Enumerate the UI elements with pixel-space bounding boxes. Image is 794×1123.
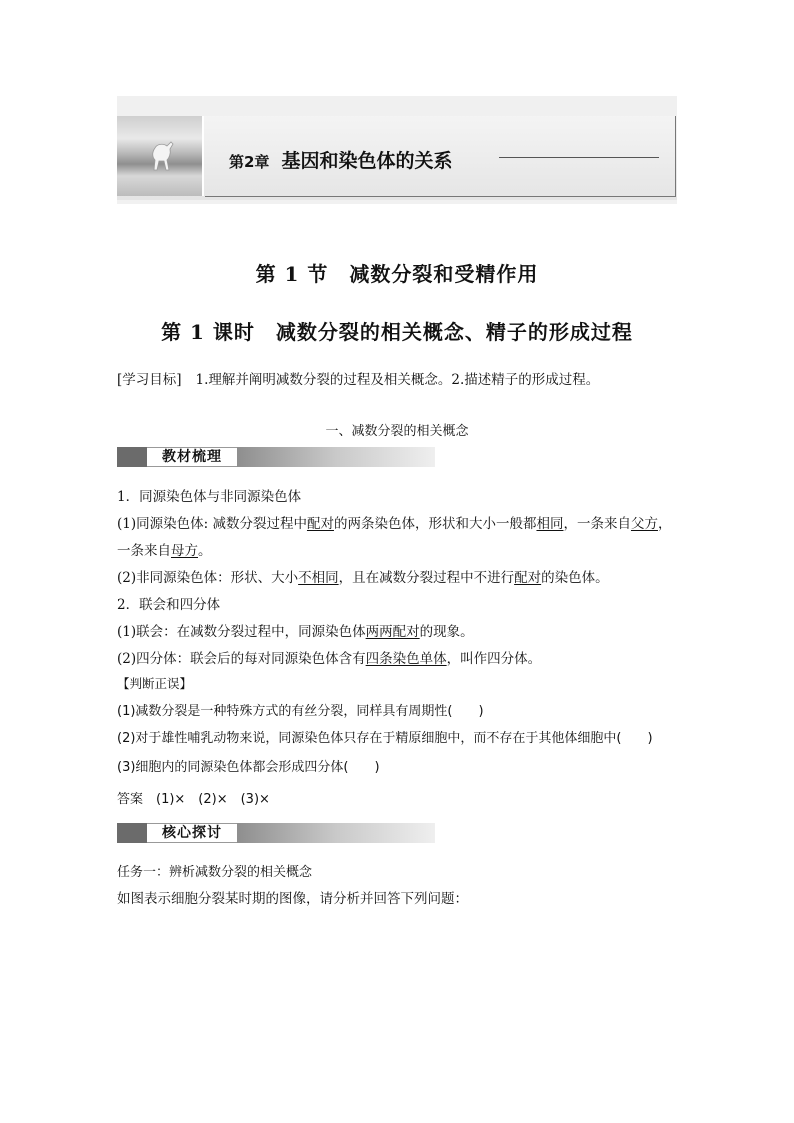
blank-answer: 父方: [630, 516, 658, 532]
item-heading: 2．联会和四分体: [117, 597, 221, 613]
bar-label: 核心探讨: [147, 823, 237, 843]
answer-line: 答案 (1)× (2)× (3)×: [117, 792, 270, 807]
banner-bottom-strip: [117, 200, 677, 204]
blank-answer: 母方: [171, 543, 198, 559]
chapter-number: 第2章: [229, 153, 270, 171]
chapter-title: 基因和染色体的关系: [281, 150, 453, 172]
blank-answer: 两两配对: [365, 624, 420, 640]
definition-homologous-cont: 一条来自母方。: [117, 543, 212, 559]
blank-answer: 配对: [306, 516, 334, 532]
item-heading: 1．同源染色体与非同源染色体: [117, 489, 302, 505]
chapter-banner: [117, 96, 677, 204]
section-bar-core: [117, 823, 435, 843]
judge-item: (3)细胞内的同源染色体都会形成四分体( ): [117, 760, 380, 775]
task-heading: 任务一：辨析减数分裂的相关概念: [117, 865, 313, 880]
judge-item: (1)减数分裂是一种特殊方式的有丝分裂，同样具有周期性( ): [117, 704, 484, 719]
definition-tetrad: (2)四分体：联会后的每对同源染色体含有四条染色单体，叫作四分体。: [117, 651, 542, 667]
objectives-text: 1.理解并阐明减数分裂的过程及相关概念。2.描述精子的形成过程。: [195, 372, 600, 388]
blank-answer: 四条染色单体: [365, 651, 447, 667]
lesson-title: 第 1 课时 减数分裂的相关概念、精子的形成过程: [161, 320, 633, 344]
definition-nonhomologous: (2)非同源染色体：形状、大小不相同，且在减数分裂过程中不进行配对的染色体。: [117, 570, 609, 586]
horse-icon: [147, 138, 177, 172]
part-title: 一、减数分裂的相关概念: [325, 424, 469, 439]
blank-answer: 相同: [536, 516, 564, 532]
banner-rule: [499, 157, 659, 158]
learning-objectives: [117, 368, 599, 388]
blank-answer: 配对: [514, 570, 542, 586]
section-bar-textbook: [117, 447, 435, 467]
task-prompt: 如图表示细胞分裂某时期的图像，请分析并回答下列问题：: [117, 891, 468, 907]
blank-answer: 不相同: [298, 570, 339, 586]
chapter-heading: [229, 146, 452, 173]
judge-heading: 【判断正误】: [117, 676, 193, 691]
objectives-tag: [学习目标]: [117, 372, 182, 388]
definition-synapsis: (1)联会：在减数分裂过程中，同源染色体两两配对的现象。: [117, 624, 474, 640]
section-title: 第 1 节 减数分裂和受精作用: [255, 262, 539, 286]
banner-top-strip: [117, 96, 677, 116]
judge-item: (2)对于雄性哺乳动物来说，同源染色体只存在于精原细胞中，而不存在于其他体细胞中( ): [117, 731, 653, 746]
definition-homologous: (1)同源染色体: 减数分裂过程中配对的两条染色体，形状和大小一般都相同，一条来自父方，: [117, 516, 672, 532]
banner-photo: [117, 116, 204, 196]
bar-label: 教材梳理: [147, 447, 237, 467]
